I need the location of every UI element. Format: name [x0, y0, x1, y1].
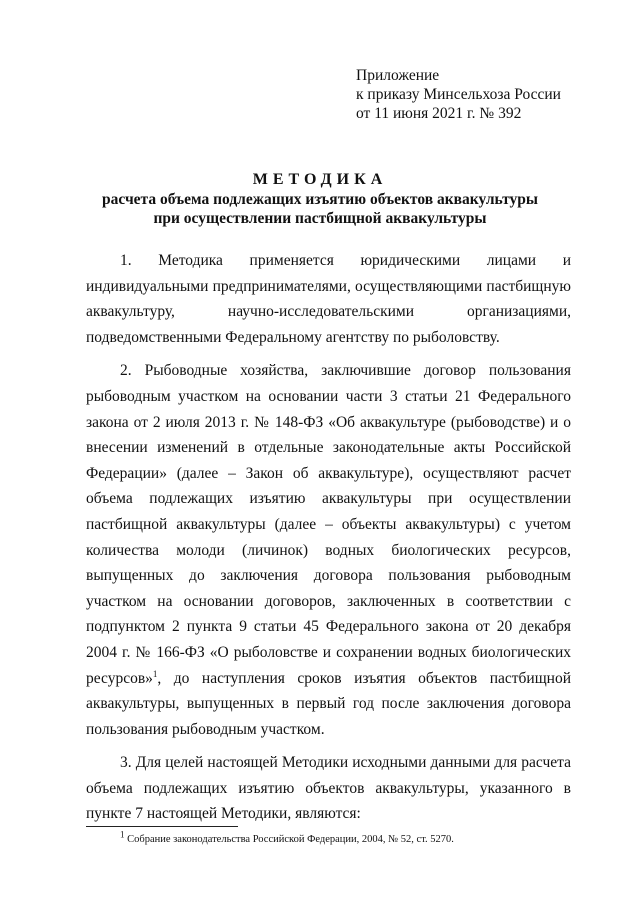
appendix-line-2: к приказу Минсельхоза России: [356, 86, 561, 103]
paragraph-2: [86, 358, 571, 742]
paragraph-2-text: 2. Рыбоводные хозяйства, заключившие договор пользования рыбоводным участком на основании части 3 статьи 21 Федерального закона от 2 июля 2013 г. № 148-ФЗ «Об аквакультуре (рыбоводстве) и о внесении изменений в отдельные законодательные акты Российской Федерации» (далее – Закон об аквакультуре), осуществляют расчет объема подлежащих изъятию аквакультуры при осуществлении пастбищной аквакультуры (далее – объекты аквакультуры) с учетом количества молоди (личинок) водных биологических ресурсов, выпущенных до заключения договора пользования рыбоводным участком на основании договоров, заключенных в соответствии с подпунктом 2 пункта 9 статьи 45 Федерального закона от 20 декабря 2004 г. № 166-ФЗ «О рыболовстве и сохранении водных биологических ресурсов»: [86, 362, 571, 687]
paragraph-1: 1. Методика применяется юридическими лицами и индивидуальными предпринимателями, осуществляющими пастбищную аквакультуру, научно-исследовательскими организациями, подведомственными Федеральному агентству по рыболовству.: [86, 252, 571, 346]
footnote: [120, 829, 454, 847]
footnote-reference: 1: [152, 668, 158, 679]
document-body: [86, 248, 571, 835]
paragraph-2-end: , до наступления сроков изъятия объектов пастбищной аквакультуры, выпущенных в первый год после заключения договора пользования рыбоводным участком.: [86, 669, 571, 738]
appendix-line-1: Приложение: [356, 67, 440, 84]
footnote-divider: [86, 826, 238, 827]
document-title: [0, 170, 640, 228]
title-subtitle-line-2: при осуществлении пастбищной аквакультуры: [153, 210, 487, 227]
title-main: МЕТОДИКА: [252, 171, 388, 188]
appendix-line-3: от 11 июня 2021 г. № 392: [356, 105, 522, 122]
paragraph-3: 3. Для целей настоящей Методики исходными данными для расчета объема подлежащих изъятию объектов аквакультуры, указанного в пункте 7 настоящей Методики, являются:: [86, 754, 571, 823]
appendix-header: [356, 66, 561, 123]
footnote-marker: 1: [120, 829, 125, 840]
title-subtitle-line-1: расчета объема подлежащих изъятию объектов аквакультуры: [102, 191, 538, 208]
footnote-text: Собрание законодательства Российской Федерации, 2004, № 52, ст. 5270.: [124, 834, 454, 845]
